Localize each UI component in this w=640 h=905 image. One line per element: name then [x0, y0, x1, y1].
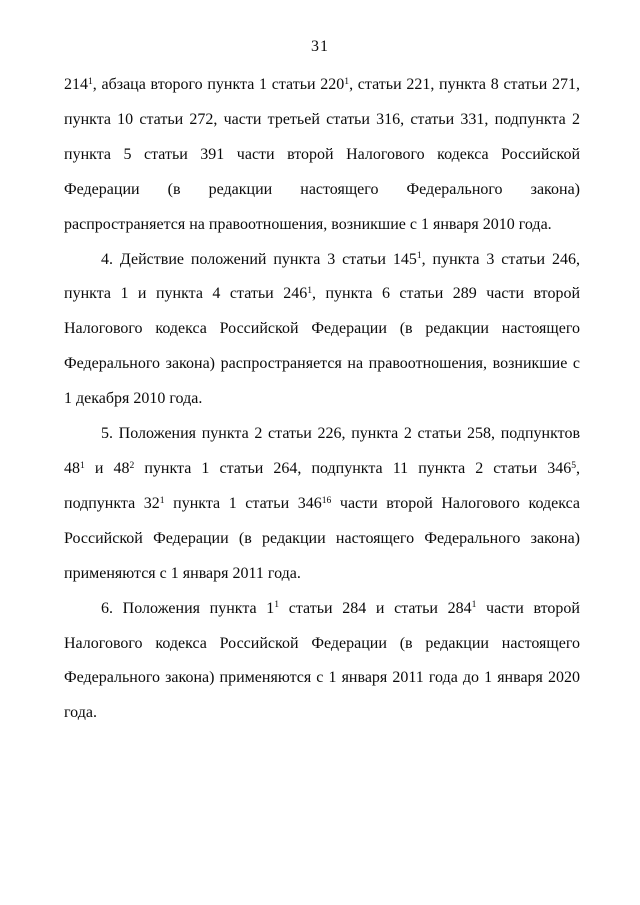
superscript-number: 1	[274, 599, 280, 611]
superscript-number: 16	[321, 494, 332, 506]
superscript-number: 5	[571, 459, 577, 471]
superscript-number: 2	[129, 459, 135, 471]
superscript-number: 1	[159, 494, 165, 506]
superscript-number: 1	[88, 75, 93, 87]
page-number: 31	[311, 38, 329, 55]
superscript-number: 1	[416, 250, 422, 262]
paragraph: 6. Положения пункта $1^1$ статьи 284 и статьи $284^1$ части второй Налогового кодекса Российской Федерации (в редакции настоящего Федерального закона) применяются с 1 января 2011 года до 1 января 2020 года.	[64, 599, 580, 722]
superscript-number: 1	[80, 459, 85, 471]
paragraph: $214^1$, абзаца второго пункта 1 статьи $220^1$, статьи 221, пункта 8 статьи 271, пункта 10 статьи 272, части третьей статьи 316, статьи 331, подпункта 2 пункта 5 статьи 391 части второй Налогового кодекса Российской Федерации (в редакции настоящего Федерального закона) распространяется на правоотношения, возникшие с 1 января 2010 года.	[64, 75, 580, 233]
superscript-number: 1	[344, 75, 350, 87]
paragraph: 5. Положения пункта 2 статьи 226, пункта 2 статьи 258, подпунктов $48^1$ и $48^2$ пункта 1 статьи 264, подпункта 11 пункта 2 статьи $346^5$, подпункта $32^1$ пункта 1 статьи $346^{16}$ части второй Налогового кодекса Российской Федерации (в редакции настоящего Федерального закона) применяются с 1 января 2011 года.	[64, 425, 581, 582]
superscript-number: 1	[471, 599, 477, 611]
document-body	[64, 68, 580, 731]
superscript-number: 1	[307, 285, 313, 297]
paragraph: 4. Действие положений пункта 3 статьи $145^1$, пункта 3 статьи 246, пункта 1 и пункта 4 статьи $246^1$, пункта 6 статьи 289 части второй Налогового кодекса Российской Федерации (в редакции настоящего Федерального закона) распространяется на правоотношения, возникшие с 1 декабря 2010 года.	[64, 250, 581, 408]
